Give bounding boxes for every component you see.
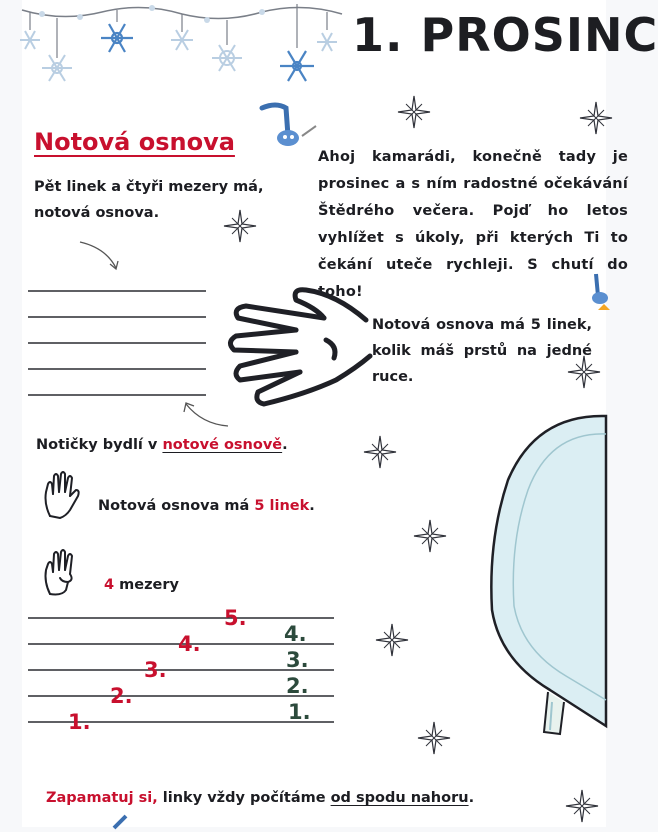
line-number-4: 4. [284, 622, 307, 646]
noticky-after: . [282, 437, 288, 453]
music-note-icon [258, 102, 318, 152]
sparkle-icon [418, 722, 450, 754]
staff-lines [28, 285, 228, 405]
intro-text: Pět linek a čtyři mezery má, notová osnova. [34, 179, 264, 221]
hand-explanation: Notová osnova má 5 linek, kolik máš prstů na jedné ruce. [372, 317, 592, 385]
four-spaces-number: 4 [104, 577, 115, 593]
five-lines-after: . [309, 498, 315, 514]
remember-after: . [468, 790, 475, 806]
line-number-1: 1. [288, 700, 311, 724]
sparkle-icon [376, 624, 408, 656]
space-number-4: 4. [178, 632, 201, 656]
five-lines-rule [98, 493, 315, 519]
remember-middle: linky vždy počítáme [157, 790, 331, 806]
five-lines-before: Notová osnova má [98, 498, 255, 514]
space-number-5: 5. [224, 606, 247, 630]
curved-arrow-icon [76, 236, 136, 276]
remember-lead: Zapamatuj si, [46, 790, 158, 806]
space-number-3: 3. [144, 658, 167, 682]
noticky-before: Notičky bydlí v [36, 437, 163, 453]
worksheet-page [22, 0, 658, 827]
noticky-highlight: notové osnově [162, 437, 283, 453]
space-number-1: 1. [68, 710, 91, 734]
sparkle-icon [364, 436, 396, 468]
bathtub-illustration [466, 410, 606, 750]
sparkle-icon [414, 520, 446, 552]
space-number-2: 2. [110, 684, 133, 708]
remember-highlight: od spodu nahoru [330, 790, 469, 806]
greeting-text: Ahoj kamarádi, konečně tady je prosinec a s ním radostné očekávání Štědrého večera. Pojď ho letos vyhlížet s úkoly, při kterých Ti to čekání uteče rychleji. S chutí do toho! [318, 149, 628, 300]
noticky-sentence [36, 432, 288, 458]
hand-icon [40, 470, 80, 520]
remember-sentence [46, 785, 474, 811]
line-number-2: 2. [286, 674, 309, 698]
music-note-icon [110, 812, 130, 832]
four-spaces-text: mezery [114, 577, 179, 593]
line-number-3: 3. [286, 648, 309, 672]
hand-icon [40, 548, 80, 598]
page-title: 1. PROSINC [352, 8, 658, 62]
hand-icon [226, 284, 366, 414]
sparkle-icon [566, 790, 598, 822]
section-heading: Notová osnova [34, 128, 235, 156]
sparkle-icon [580, 102, 612, 134]
four-spaces-rule [104, 572, 179, 598]
sparkle-icon [398, 96, 430, 128]
five-lines-highlight: 5 linek [254, 498, 310, 514]
